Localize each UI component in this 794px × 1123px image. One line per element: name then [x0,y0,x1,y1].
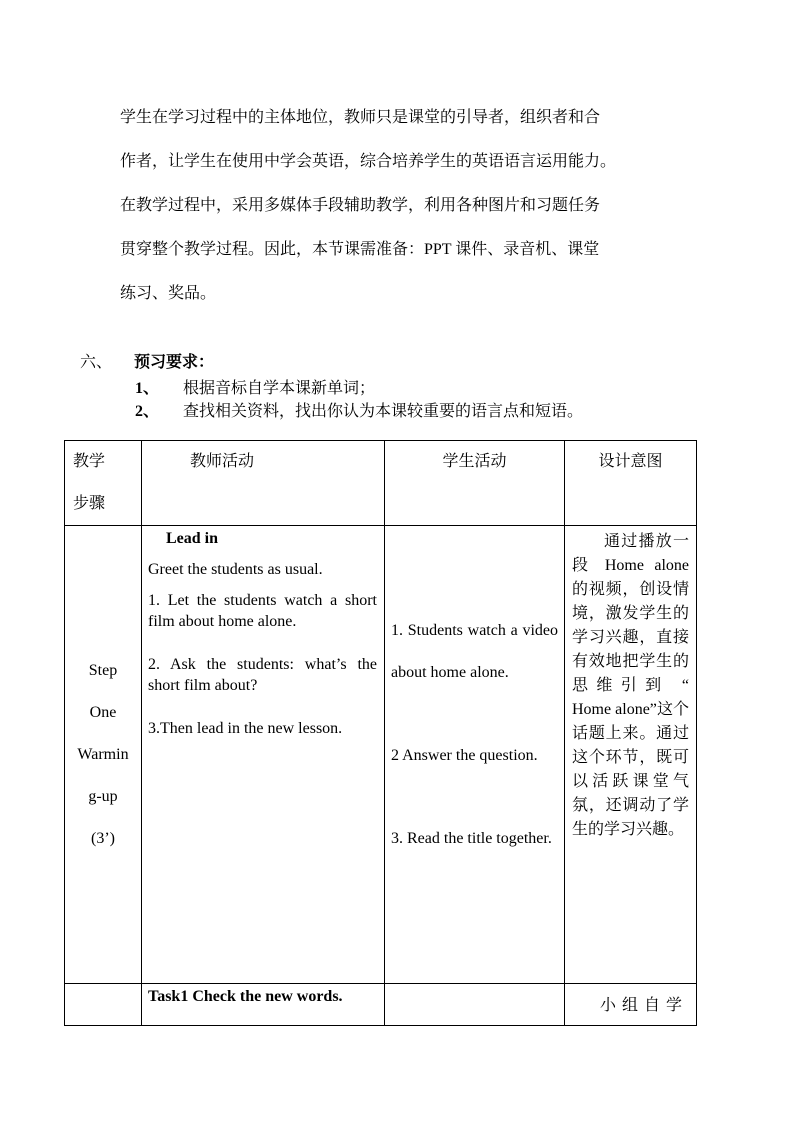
student-activity-cell [385,526,565,984]
student-activity-cell [385,984,565,1026]
section-heading [80,349,214,372]
header-student: 学生活动 [385,441,565,526]
teacher-activity-item: 2. Ask the students: what’s the short film about? [148,656,377,694]
step-label: Warmin [77,746,129,763]
header-teacher: 教师活动 [142,441,385,526]
step-cell [65,526,142,984]
intro-line: 在教学过程中，采用多媒体手段辅助教学，利用各种图片和习题任务 [120,197,601,214]
lesson-plan-table [64,440,697,1026]
teacher-activity-item: Greet the students as usual. [148,561,323,578]
table-row [65,526,697,984]
header-step-line: 教学 [73,453,106,470]
header-step-line: 步骤 [73,495,106,512]
requirement-item [135,398,583,421]
teacher-activity-cell [142,526,385,984]
step-label: g-up [88,788,118,805]
table-row [65,984,697,1026]
requirement-number: 2、 [135,403,160,420]
requirement-number: 1、 [135,380,160,397]
design-intent-cell: 小组自学 [565,984,697,1026]
table-header-row [65,441,697,526]
teacher-activity-item: 3.Then lead in the new lesson. [148,720,343,737]
requirement-item [135,375,375,398]
design-intent-cell [565,526,697,984]
teacher-activity-title: Lead in [166,530,219,547]
teacher-activity-cell [142,984,385,1026]
step-label: One [89,704,117,721]
student-activity-item: 1. Students watch a video about home alone. [391,622,558,681]
header-design: 设计意图 [565,441,697,526]
step-cell [65,984,142,1026]
section-number: 六、 [80,354,113,371]
requirement-text: 根据音标自学本课新单词； [183,380,376,397]
teacher-activity-item: 1. Let the students watch a short film about home alone. [148,592,377,630]
intro-line: 学生在学习过程中的主体地位，教师只是课堂的引导者，组织者和合 [120,109,601,126]
intro-line: 贯穿整个教学过程。因此，本节课需准备：PPT 课件、录音机、课堂 [120,241,600,258]
requirement-text: 查找相关资料，找出你认为本课较重要的语言点和短语。 [183,403,584,420]
step-label: (3’) [91,830,115,847]
intro-line: 练习、奖品。 [120,285,217,302]
header-step [65,441,142,526]
teacher-activity-title: Task1 Check the new words. [148,988,343,1005]
design-intent-text: 通过播放一段 Home alone 的视频，创设情境，激发学生的学习兴趣，直接有效地把学生的思维引到 “ Home alone”这个话题上来。通过这个环节，既可以活跃课堂气氛，还调动了学生的学习兴趣。 [572,533,689,838]
student-activity-item: 3. Read the title together. [391,830,552,847]
step-label: Step [88,662,118,679]
intro-line: 作者，让学生在使用中学会英语，综合培养学生的英语语言运用能力。 [120,153,617,170]
student-activity-item: 2 Answer the question. [391,747,538,764]
section-title: 预习要求： [134,354,215,371]
